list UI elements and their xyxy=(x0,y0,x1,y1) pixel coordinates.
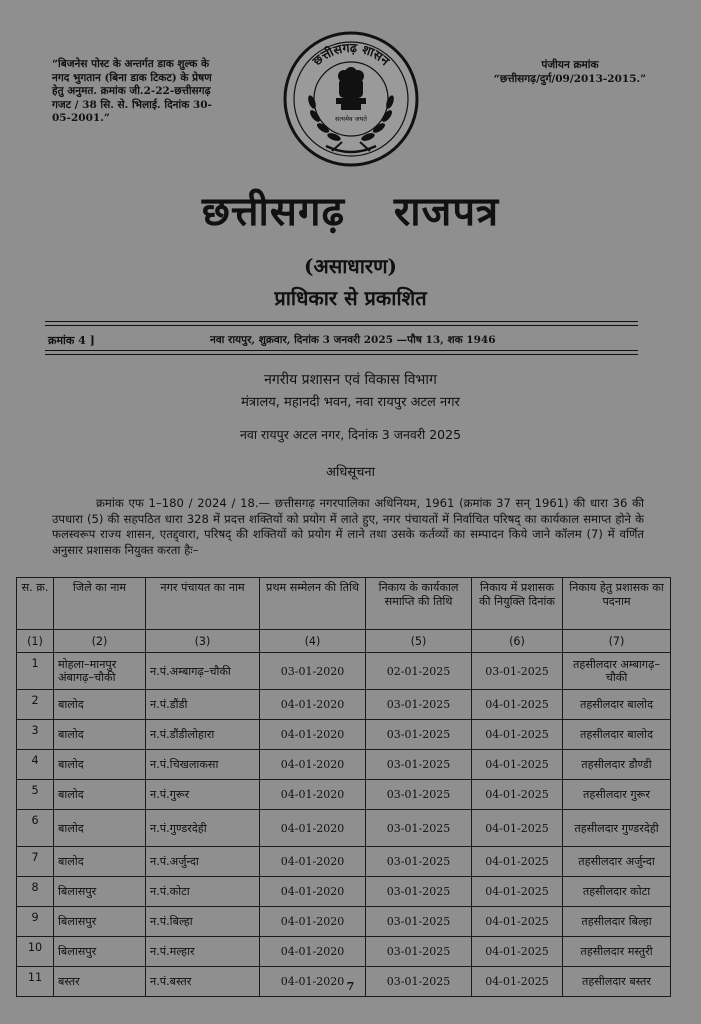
cell-nagar-panchayat: न.पं.डौंडी xyxy=(146,690,260,720)
issue-number: क्रमांक 4 ] xyxy=(48,334,95,347)
col-number: (7) xyxy=(563,630,671,653)
table-row xyxy=(17,780,671,810)
cell-term-end-date: 03-01-2025 xyxy=(366,937,472,967)
cell-serial: 10 xyxy=(17,937,54,967)
col-header-appointment-date: निकाय में प्रशासक की नियुक्ति दिनांक xyxy=(472,578,563,630)
cell-nagar-panchayat: न.पं.चिखलाकसा xyxy=(146,750,260,780)
col-header-serial: स. क्र. xyxy=(17,578,54,630)
divider-top-1 xyxy=(45,321,638,322)
cell-term-end-date: 03-01-2025 xyxy=(366,750,472,780)
cell-serial: 7 xyxy=(17,847,54,877)
cell-appointment-date: 04-01-2025 xyxy=(472,967,563,997)
cell-first-meeting-date: 04-01-2020 xyxy=(260,967,366,997)
table-row xyxy=(17,810,671,847)
page-number: 7 xyxy=(346,980,355,993)
col-header-nagar-panchayat: नगर पंचायत का नाम xyxy=(146,578,260,630)
cell-nagar-panchayat: न.पं.गुरूर xyxy=(146,780,260,810)
cell-designation: तहसीलदार डौण्डी xyxy=(563,750,671,780)
divider-bottom-2 xyxy=(45,354,638,355)
table-row xyxy=(17,720,671,750)
col-number: (1) xyxy=(17,630,54,653)
cell-designation: तहसीलदार गुरूर xyxy=(563,780,671,810)
cell-term-end-date: 03-01-2025 xyxy=(366,780,472,810)
cell-designation: तहसीलदार मस्तुरी xyxy=(563,937,671,967)
cell-district: बालोद xyxy=(54,690,146,720)
cell-serial: 11 xyxy=(17,967,54,997)
table-row xyxy=(17,877,671,907)
col-number: (6) xyxy=(472,630,563,653)
col-header-term-end-date: निकाय के कार्यकाल समाप्ति की तिथि xyxy=(366,578,472,630)
cell-first-meeting-date: 03-01-2020 xyxy=(260,653,366,690)
cell-district: बालोद xyxy=(54,780,146,810)
cell-appointment-date: 04-01-2025 xyxy=(472,937,563,967)
cell-appointment-date: 04-01-2025 xyxy=(472,907,563,937)
cell-serial: 4 xyxy=(17,750,54,780)
department-name: नगरीय प्रशासन एवं विकास विभाग xyxy=(264,372,437,388)
cell-district: बालोद xyxy=(54,810,146,847)
cell-first-meeting-date: 04-01-2020 xyxy=(260,810,366,847)
cell-designation: तहसीलदार बालोद xyxy=(563,690,671,720)
cell-nagar-panchayat: न.पं.बस्तर xyxy=(146,967,260,997)
cell-nagar-panchayat: न.पं.गुण्डरदेही xyxy=(146,810,260,847)
cell-term-end-date: 03-01-2025 xyxy=(366,810,472,847)
cell-first-meeting-date: 04-01-2020 xyxy=(260,780,366,810)
cell-district: बालोद xyxy=(54,720,146,750)
emblem-motto: सत्यमेव जयते xyxy=(335,115,367,123)
gazette-authority: प्राधिकार से प्रकाशित xyxy=(274,286,427,310)
cell-appointment-date: 04-01-2025 xyxy=(472,810,563,847)
registration-label: पंजीयन क्रमांक xyxy=(541,59,599,71)
col-header-first-meeting-date: प्रथम सम्मेलन की तिथि xyxy=(260,578,366,630)
cell-nagar-panchayat: न.पं.अम्बागढ़–चौकी xyxy=(146,653,260,690)
cell-designation: तहसीलदार कोटा xyxy=(563,877,671,907)
cell-nagar-panchayat: न.पं.मल्हार xyxy=(146,937,260,967)
cell-first-meeting-date: 04-01-2020 xyxy=(260,937,366,967)
cell-district: मोहला–मानपुर अंबागढ़–चौकी xyxy=(54,653,146,690)
cell-district: बिलासपुर xyxy=(54,937,146,967)
cell-appointment-date: 04-01-2025 xyxy=(472,877,563,907)
cell-designation: तहसीलदार बिल्हा xyxy=(563,907,671,937)
cell-designation: तहसीलदार बस्तर xyxy=(563,967,671,997)
notice-date-line: नवा रायपुर अटल नगर, दिनांक 3 जनवरी 2025 xyxy=(239,427,462,442)
gazette-title: छत्तीसगढ़ राजपत्र xyxy=(201,188,500,235)
table-row xyxy=(17,907,671,937)
cell-term-end-date: 02-01-2025 xyxy=(366,653,472,690)
cell-serial: 2 xyxy=(17,690,54,720)
cell-district: बिलासपुर xyxy=(54,907,146,937)
ministry-address: मंत्रालय, महानदी भवन, नवा रायपुर अटल नगर xyxy=(241,395,460,410)
cell-serial: 1 xyxy=(17,653,54,690)
cell-first-meeting-date: 04-01-2020 xyxy=(260,750,366,780)
cell-appointment-date: 04-01-2025 xyxy=(472,750,563,780)
cell-designation: तहसीलदार गुण्डरदेही xyxy=(563,810,671,847)
cell-appointment-date: 04-01-2025 xyxy=(472,847,563,877)
emblem-top-text: छत्तीसगढ़ शासन xyxy=(309,39,393,69)
cell-first-meeting-date: 04-01-2020 xyxy=(260,847,366,877)
cell-term-end-date: 03-01-2025 xyxy=(366,847,472,877)
col-number: (3) xyxy=(146,630,260,653)
issue-date-place: नवा रायपुर, शुक्रवार, दिनांक 3 जनवरी 2025 —पौष 13, शक 1946 xyxy=(210,334,496,346)
state-emblem xyxy=(282,30,420,168)
cell-first-meeting-date: 04-01-2020 xyxy=(260,690,366,720)
notification-heading: अधिसूचना xyxy=(326,465,375,480)
cell-designation: तहसीलदार अम्बागढ़–चौकी xyxy=(563,653,671,690)
divider-top-2 xyxy=(45,325,638,326)
cell-term-end-date: 03-01-2025 xyxy=(366,720,472,750)
cell-district: बालोद xyxy=(54,750,146,780)
cell-nagar-panchayat: न.पं.बिल्हा xyxy=(146,907,260,937)
cell-nagar-panchayat: न.पं.डौंडीलोहारा xyxy=(146,720,260,750)
cell-appointment-date: 03-01-2025 xyxy=(472,653,563,690)
col-number: (5) xyxy=(366,630,472,653)
col-number: (4) xyxy=(260,630,366,653)
table-row xyxy=(17,750,671,780)
cell-appointment-date: 04-01-2025 xyxy=(472,780,563,810)
cell-district: बस्तर xyxy=(54,967,146,997)
cell-term-end-date: 03-01-2025 xyxy=(366,877,472,907)
cell-term-end-date: 03-01-2025 xyxy=(366,907,472,937)
cell-term-end-date: 03-01-2025 xyxy=(366,967,472,997)
cell-designation: तहसीलदार अर्जुन्दा xyxy=(563,847,671,877)
table-row xyxy=(17,937,671,967)
cell-first-meeting-date: 04-01-2020 xyxy=(260,877,366,907)
cell-appointment-date: 04-01-2025 xyxy=(472,720,563,750)
divider-bottom-1 xyxy=(45,350,638,351)
notification-body: क्रमांक एफ 1–180 / 2024 / 18.— छत्तीसगढ़ नगरपालिका अधिनियम, 1961 (क्रमांक 37 सन् 1961) की धारा 36 की उपधारा (5) की सहपठित धारा 328 में प्रदत्त शक्तियों को प्रयोग में लाते हुए, नगर पंचायतों में निर्वाचित परिषद् का कार्यकाल समाप्त होने के फलस्वरूप राज्य शासन, एतद्द्वारा, परिषद् की शक्तियों को प्रयोग में लाने तथा उसके कर्तव्यों का सम्पादन किये जाने कॉलम (7) में वर्णित अनुसार प्रशासक नियुक्त करता हैः– xyxy=(52,496,644,557)
cell-serial: 9 xyxy=(17,907,54,937)
cell-designation: तहसीलदार बालोद xyxy=(563,720,671,750)
cell-first-meeting-date: 04-01-2020 xyxy=(260,907,366,937)
cell-district: बालोद xyxy=(54,847,146,877)
cell-first-meeting-date: 04-01-2020 xyxy=(260,720,366,750)
cell-serial: 3 xyxy=(17,720,54,750)
cell-term-end-date: 03-01-2025 xyxy=(366,690,472,720)
cell-serial: 6 xyxy=(17,810,54,847)
cell-nagar-panchayat: न.पं.कोटा xyxy=(146,877,260,907)
cell-district: बिलासपुर xyxy=(54,877,146,907)
registration-number: “छत्तीसगढ़/दुर्ग/09/2013-2015.” xyxy=(493,73,647,85)
col-header-administrator-designation: निकाय हेतु प्रशासक का पदनाम xyxy=(563,578,671,630)
cell-nagar-panchayat: न.पं.अर्जुन्दा xyxy=(146,847,260,877)
cell-serial: 8 xyxy=(17,877,54,907)
table-row xyxy=(17,847,671,877)
cell-serial: 5 xyxy=(17,780,54,810)
emblem-icon xyxy=(282,30,420,168)
administrator-appointment-table xyxy=(16,577,671,997)
column-number-row xyxy=(17,630,671,653)
table-row xyxy=(17,653,671,690)
table-header-row xyxy=(17,578,671,630)
gazette-extraordinary: (असाधारण) xyxy=(303,254,398,278)
col-number: (2) xyxy=(54,630,146,653)
postal-note: “बिजनेस पोस्ट के अन्तर्गत डाक शुल्क के नगद भुगतान (बिना डाक टिकट) के प्रेषण हेतु अनुमत. क्रमांक जी.2-22-छत्तीसगढ़ गजट / 38 सि. से. भिलाई. दिनांक 30-05-2001.” xyxy=(52,58,212,124)
col-header-district: जिले का नाम xyxy=(54,578,146,630)
registration-block xyxy=(470,58,670,86)
table-row xyxy=(17,690,671,720)
cell-appointment-date: 04-01-2025 xyxy=(472,690,563,720)
